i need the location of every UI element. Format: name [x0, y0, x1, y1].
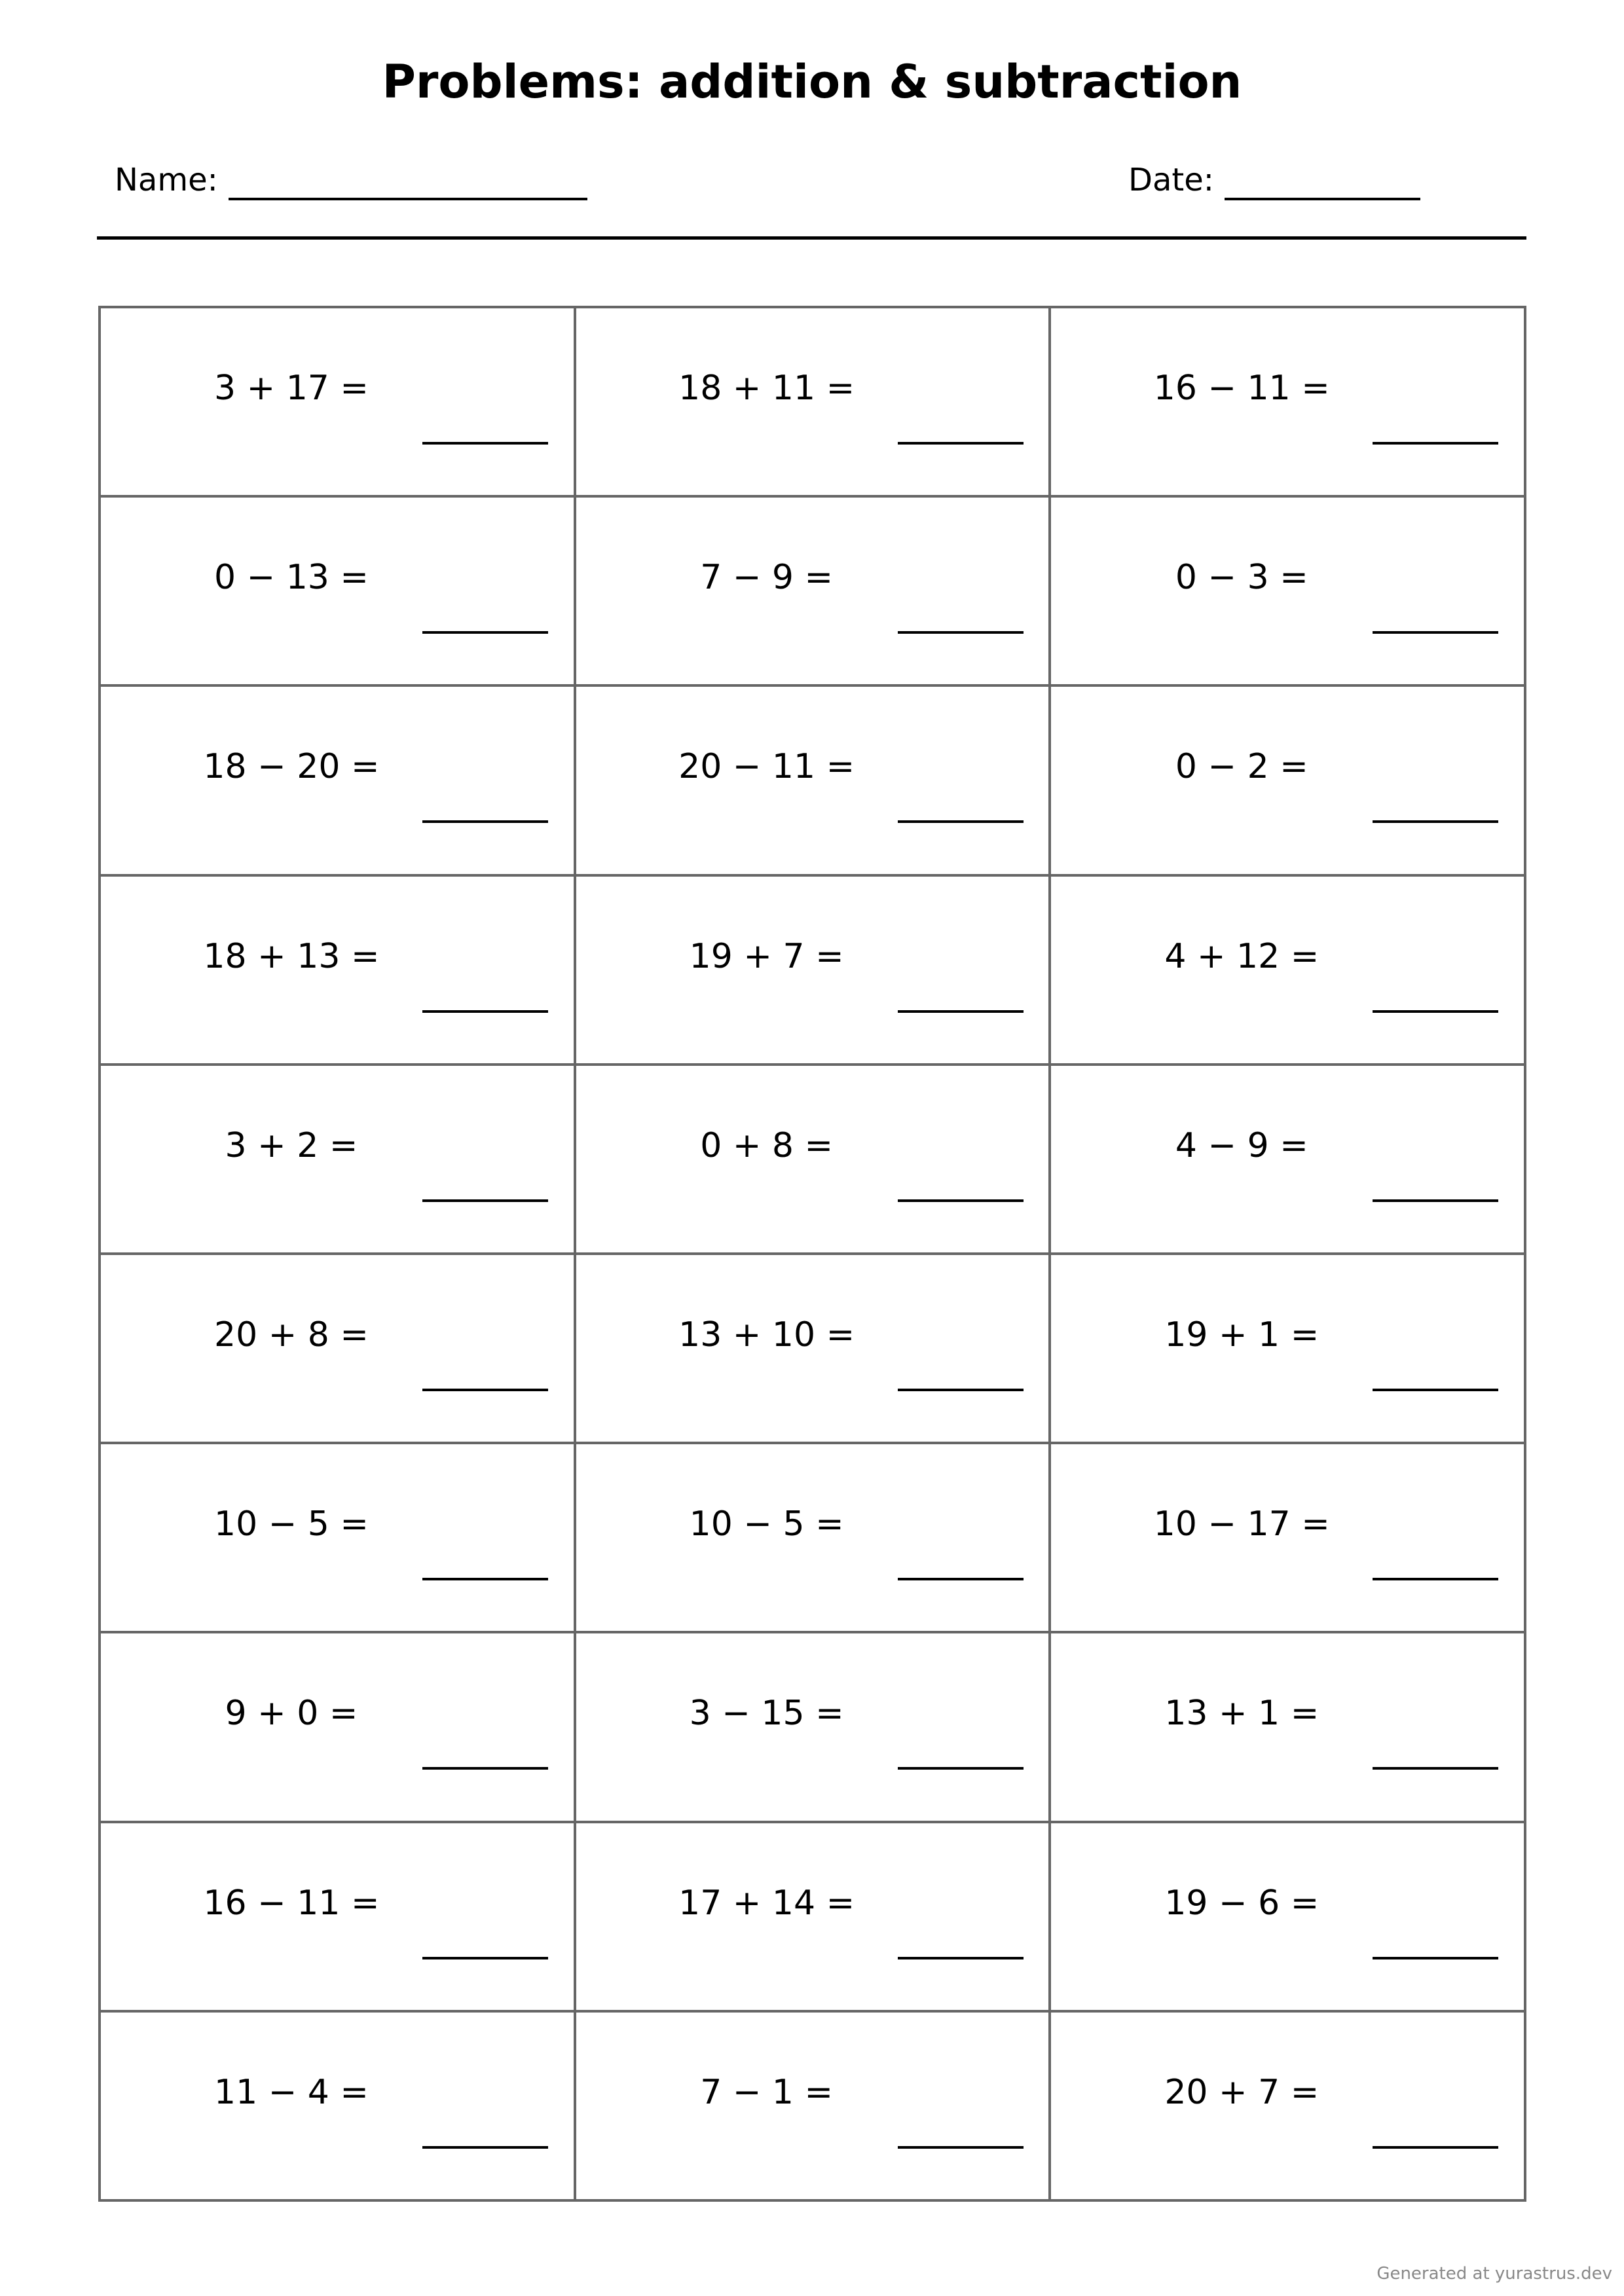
answer-blank-line[interactable] — [422, 631, 548, 634]
problem-text: 16 − 11 = — [1153, 369, 1330, 408]
problem-cell — [1050, 307, 1525, 496]
name-field — [115, 157, 587, 203]
problem-text: 19 + 1 = — [1164, 1315, 1320, 1355]
problem-text: 10 − 5 = — [214, 1504, 369, 1544]
problem-cell — [575, 1632, 1050, 1821]
problem-cell — [1050, 1065, 1525, 1254]
problem-cell — [1050, 1254, 1525, 1443]
problem-cell — [575, 1822, 1050, 2011]
problem-cell — [575, 1254, 1050, 1443]
answer-blank-line[interactable] — [898, 1957, 1024, 1959]
problem-text: 18 + 11 = — [678, 369, 855, 408]
answer-blank-line[interactable] — [1373, 1767, 1498, 1770]
answer-blank-line[interactable] — [898, 1010, 1024, 1013]
problem-text: 3 + 17 = — [214, 369, 369, 408]
problem-cell — [1050, 1632, 1525, 1821]
problem-text: 19 + 7 = — [689, 936, 844, 976]
problem-cell — [100, 1822, 575, 2011]
answer-blank-line[interactable] — [422, 442, 548, 445]
answer-blank-line[interactable] — [898, 442, 1024, 445]
date-field — [1128, 157, 1420, 203]
problem-cell — [100, 1065, 575, 1254]
problem-text: 20 − 11 = — [678, 747, 855, 787]
problem-text: 10 − 17 = — [1153, 1504, 1330, 1544]
answer-blank-line[interactable] — [1373, 1199, 1498, 1202]
answer-blank-line[interactable] — [898, 1767, 1024, 1770]
answer-blank-line[interactable] — [898, 2146, 1024, 2149]
answer-blank-line[interactable] — [1373, 631, 1498, 634]
answer-blank-line[interactable] — [422, 1389, 548, 1391]
problem-cell — [575, 1443, 1050, 1632]
answer-blank-line[interactable] — [1373, 1010, 1498, 1013]
problem-text: 0 + 8 = — [700, 1125, 834, 1165]
problem-cell — [1050, 875, 1525, 1065]
answer-blank-line[interactable] — [422, 2146, 548, 2149]
name-label: Name: — [115, 162, 218, 198]
problem-cell — [575, 875, 1050, 1065]
problem-text: 18 − 20 = — [203, 747, 380, 787]
problem-text: 18 + 13 = — [203, 936, 380, 976]
answer-blank-line[interactable] — [898, 1199, 1024, 1202]
problem-cell — [100, 1254, 575, 1443]
problem-cell — [100, 2011, 575, 2200]
problem-cell — [100, 1632, 575, 1821]
footer-credit: Generated at yurastrus.dev — [1376, 2264, 1612, 2284]
problem-text: 11 − 4 = — [214, 2072, 369, 2112]
page-title: Problems: addition & subtraction — [382, 55, 1242, 109]
answer-blank-line[interactable] — [422, 1199, 548, 1202]
header-divider — [97, 236, 1526, 240]
problem-text: 9 + 0 = — [225, 1694, 358, 1734]
problem-text: 3 − 15 = — [689, 1694, 844, 1734]
answer-blank-line[interactable] — [1373, 1578, 1498, 1580]
problem-text: 7 − 9 = — [700, 558, 834, 598]
problem-text: 3 + 2 = — [225, 1125, 358, 1165]
problem-text: 0 − 3 = — [1175, 558, 1308, 598]
problem-text: 19 − 6 = — [1164, 1883, 1320, 1923]
problem-cell — [100, 307, 575, 496]
date-blank-line[interactable] — [1225, 157, 1420, 200]
answer-blank-line[interactable] — [898, 820, 1024, 823]
problem-grid — [98, 306, 1526, 2202]
problem-text: 20 + 8 = — [214, 1315, 369, 1355]
problem-text: 0 − 13 = — [214, 558, 369, 598]
problem-text: 13 + 1 = — [1164, 1694, 1320, 1734]
answer-blank-line[interactable] — [1373, 1957, 1498, 1959]
problem-text: 17 + 14 = — [678, 1883, 855, 1923]
problem-text: 4 − 9 = — [1175, 1125, 1308, 1165]
answer-blank-line[interactable] — [1373, 820, 1498, 823]
answer-blank-line[interactable] — [1373, 1389, 1498, 1391]
problem-text: 7 − 1 = — [700, 2072, 834, 2112]
answer-blank-line[interactable] — [422, 820, 548, 823]
problem-cell — [575, 2011, 1050, 2200]
problem-cell — [1050, 2011, 1525, 2200]
problem-cell — [575, 1065, 1050, 1254]
answer-blank-line[interactable] — [898, 1578, 1024, 1580]
problem-cell — [100, 1443, 575, 1632]
problem-cell — [1050, 685, 1525, 875]
problem-text: 20 + 7 = — [1164, 2072, 1320, 2112]
problem-cell — [100, 875, 575, 1065]
name-blank-line[interactable] — [229, 157, 587, 200]
answer-blank-line[interactable] — [1373, 2146, 1498, 2149]
answer-blank-line[interactable] — [1373, 442, 1498, 445]
problem-cell — [100, 685, 575, 875]
problem-cell — [1050, 1822, 1525, 2011]
date-label: Date: — [1128, 162, 1214, 198]
problem-text: 16 − 11 = — [203, 1883, 380, 1923]
answer-blank-line[interactable] — [422, 1767, 548, 1770]
problem-text: 0 − 2 = — [1175, 747, 1308, 787]
problem-cell — [575, 307, 1050, 496]
answer-blank-line[interactable] — [898, 631, 1024, 634]
problem-text: 4 + 12 = — [1164, 936, 1320, 976]
answer-blank-line[interactable] — [422, 1957, 548, 1959]
problem-cell — [1050, 496, 1525, 685]
problem-text: 13 + 10 = — [678, 1315, 855, 1355]
problem-cell — [1050, 1443, 1525, 1632]
problem-cell — [575, 685, 1050, 875]
problem-cell — [575, 496, 1050, 685]
problem-text: 10 − 5 = — [689, 1504, 844, 1544]
answer-blank-line[interactable] — [422, 1578, 548, 1580]
problem-cell — [100, 496, 575, 685]
answer-blank-line[interactable] — [898, 1389, 1024, 1391]
answer-blank-line[interactable] — [422, 1010, 548, 1013]
